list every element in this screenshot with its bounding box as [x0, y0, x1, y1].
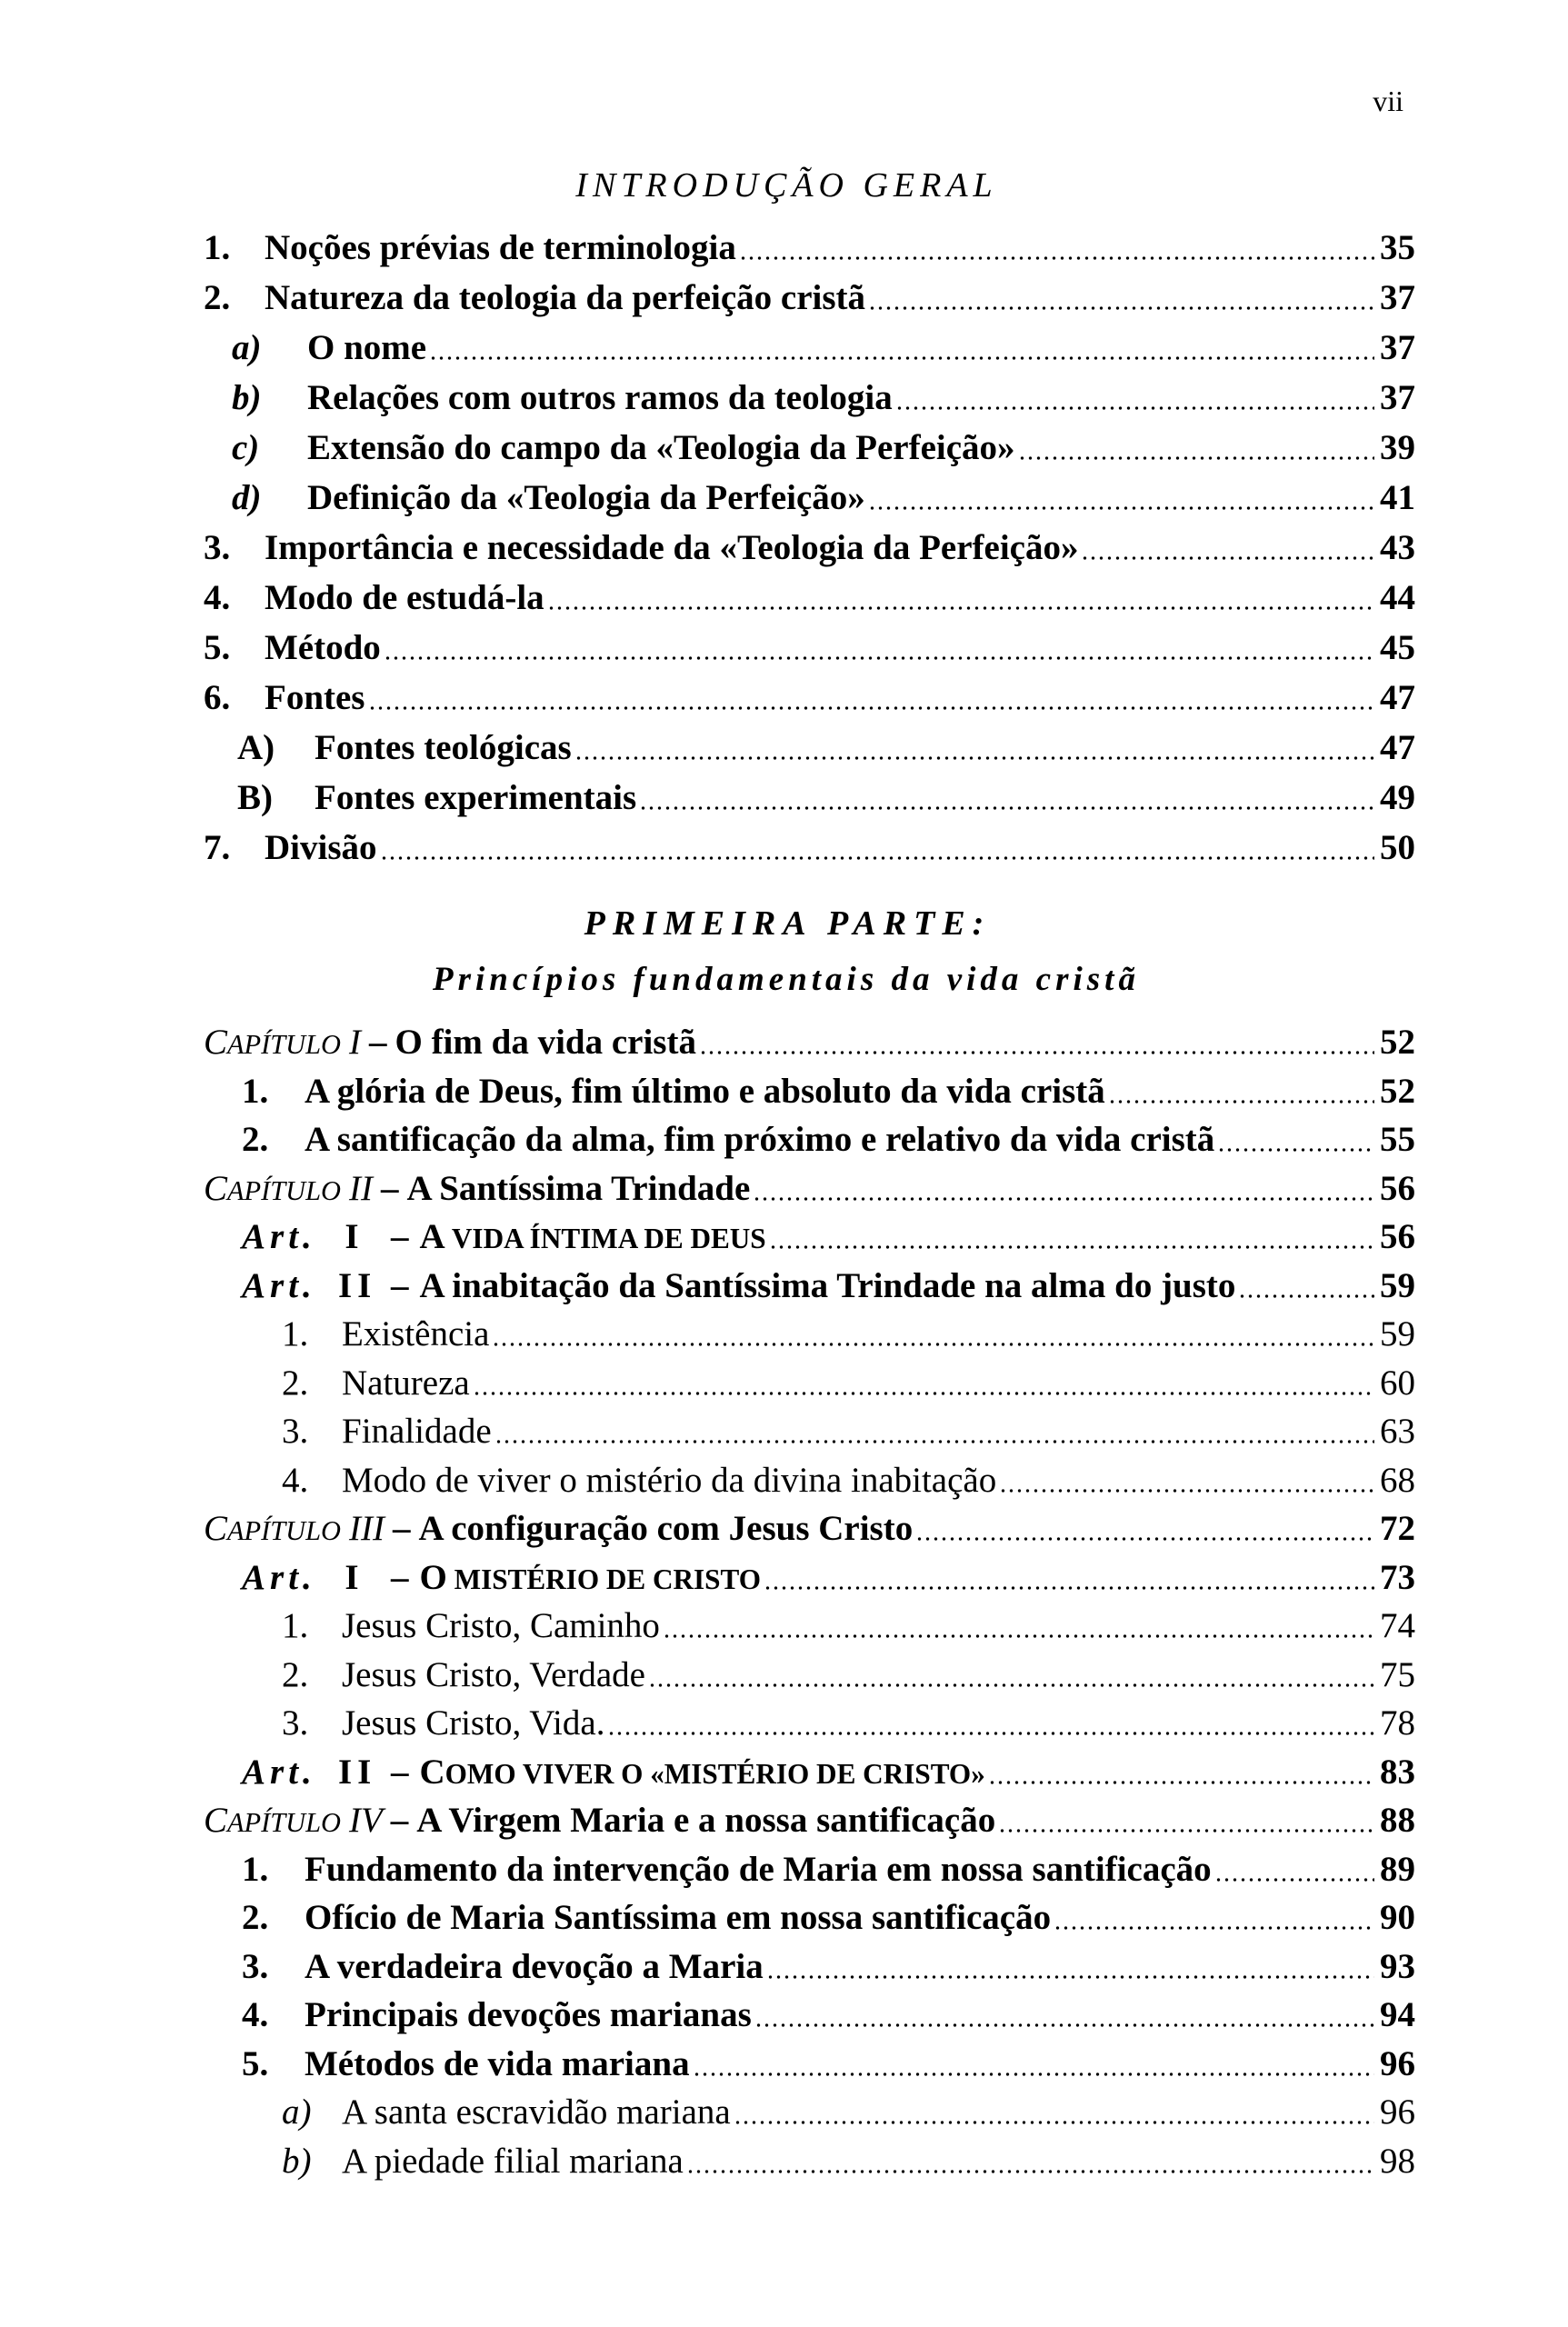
chapter-title: A Virgem Maria e a nossa santificação [416, 1801, 996, 1840]
entry-number: b) [232, 378, 262, 417]
entry-number: 3. [282, 1703, 309, 1743]
toc-entry [0, 223, 1568, 273]
toc-chapter [0, 1018, 1568, 1067]
dot-leader [473, 1359, 1374, 1408]
dot-leader [429, 323, 1374, 373]
intro-toc-list [0, 223, 1568, 873]
toc-entry [0, 423, 1568, 473]
entry-title: Fontes teológicas [315, 728, 572, 767]
entry-title: Fundamento da intervenção de Maria em nossa santificação [305, 1849, 1212, 1889]
entry-title: A piedade filial mariana [342, 2141, 684, 2181]
dot-leader [380, 823, 1374, 873]
dot-leader [494, 1407, 1374, 1456]
toc-entry [0, 273, 1568, 323]
dot-leader [868, 473, 1374, 523]
toc-article [0, 1262, 1568, 1311]
dot-leader [753, 1164, 1374, 1213]
entry-number: 1. [282, 1314, 309, 1353]
toc-section [0, 1407, 1568, 1456]
title-separator: – [391, 1752, 409, 1792]
dot-leader [915, 1504, 1374, 1553]
toc-entry [0, 1115, 1568, 1164]
entry-title: A verdadeira devoção a Maria [305, 1946, 764, 1986]
toc-section [0, 1651, 1568, 1700]
entry-page: 55 [1380, 1120, 1415, 1159]
toc-section [0, 1359, 1568, 1408]
entry-number: 7. [204, 828, 231, 867]
dot-leader [1054, 1893, 1374, 1942]
entry-number: 2. [242, 1898, 269, 1937]
entry-number: 2. [204, 278, 231, 317]
entry-title: Método [265, 628, 381, 667]
entry-number: 4. [204, 578, 231, 617]
entry-page: 98 [1380, 2141, 1415, 2181]
title-separator: – [368, 1023, 387, 1062]
entry-page: 35 [1380, 228, 1415, 267]
toc-entry [0, 1067, 1568, 1116]
entry-page: 47 [1380, 728, 1415, 767]
entry-page: 41 [1380, 478, 1415, 517]
entry-title: A santa escravidão mariana [342, 2092, 731, 2132]
entry-title: Jesus Cristo, Verdade [342, 1654, 645, 1694]
article-number: I [345, 1557, 365, 1597]
title-separator: – [380, 1168, 399, 1208]
toc-entry [0, 673, 1568, 723]
entry-page: 59 [1380, 1314, 1415, 1353]
toc-chapter [0, 1164, 1568, 1213]
entry-number: 5. [204, 628, 231, 667]
article-number: I [345, 1217, 365, 1256]
article-label: Art. [242, 1557, 316, 1597]
entry-page: 63 [1380, 1412, 1415, 1451]
dot-leader [1018, 423, 1374, 473]
entry-page: 74 [1380, 1606, 1415, 1645]
entry-page: 49 [1380, 778, 1415, 817]
toc-entry [0, 1893, 1568, 1942]
entry-number: 1. [204, 228, 231, 267]
article-title: COMO VIVER O «MISTÉRIO DE CRISTO» [419, 1752, 985, 1792]
dot-leader [492, 1310, 1374, 1359]
entry-number: 1. [242, 1071, 269, 1111]
article-title: A inabitação da Santíssima Trindade na alma do justo [419, 1265, 1236, 1305]
toc-entry [0, 323, 1568, 373]
entry-title: Ofício de Maria Santíssima em nossa santificação [305, 1898, 1052, 1937]
toc-entry [0, 1942, 1568, 1992]
article-title: A VIDA ÍNTIMA DE DEUS [419, 1217, 766, 1256]
toc-article [0, 1213, 1568, 1262]
toc-entry [0, 1991, 1568, 2040]
chapter-number: II [348, 1168, 373, 1208]
toc-chapter [0, 1504, 1568, 1553]
entry-title: A glória de Deus, fim último e absoluto da vida cristã [305, 1071, 1105, 1111]
toc-section [0, 2137, 1568, 2186]
entry-title: Principais devoções marianas [305, 1995, 752, 2034]
entry-page: 56 [1380, 1217, 1415, 1256]
entry-number: 3. [242, 1946, 269, 1986]
dot-leader [1108, 1067, 1374, 1116]
chapter-title: O fim da vida cristã [394, 1023, 696, 1062]
entry-page: 96 [1380, 2043, 1415, 2083]
entry-page: 88 [1380, 1801, 1415, 1840]
dot-leader [663, 1602, 1374, 1651]
dot-leader [547, 573, 1374, 623]
chapter-title: A configuração com Jesus Cristo [418, 1509, 914, 1548]
entry-page: 68 [1380, 1460, 1415, 1500]
toc-entry [0, 823, 1568, 873]
article-number: II [338, 1265, 377, 1305]
entry-number: 1. [282, 1606, 309, 1645]
dot-leader [368, 673, 1375, 723]
entry-number: 2. [282, 1654, 309, 1694]
entry-title: Natureza [342, 1363, 470, 1403]
entry-title: Finalidade [342, 1412, 492, 1451]
toc-entry [0, 523, 1568, 573]
toc-section [0, 1456, 1568, 1505]
entry-number: 2. [242, 1120, 269, 1159]
dot-leader [739, 223, 1374, 273]
entry-title: Modo de viver o mistério da divina inabitação [342, 1460, 997, 1500]
title-separator: – [390, 1801, 409, 1840]
title-separator: – [391, 1557, 409, 1597]
chapter-label: CAPÍTULO [204, 1801, 341, 1840]
dot-leader [693, 2040, 1374, 2089]
intro-heading: INTRODUÇÃO GERAL [575, 166, 998, 205]
entry-page: 94 [1380, 1995, 1415, 2034]
entry-title: Extensão do campo da «Teologia da Perfeição» [307, 428, 1015, 467]
dot-leader [769, 1213, 1374, 1262]
entry-title: Métodos de vida mariana [305, 2043, 690, 2083]
entry-page: 52 [1380, 1071, 1415, 1111]
entry-title: Relações com outros ramos da teologia [307, 378, 893, 417]
part1-toc-list [0, 1018, 1568, 2185]
toc-section [0, 1602, 1568, 1651]
dot-leader [734, 2088, 1374, 2137]
chapter-title: A Santíssima Trindade [406, 1168, 751, 1208]
entry-page: 52 [1380, 1023, 1415, 1062]
entry-title: Fontes [265, 678, 365, 717]
entry-page: 39 [1380, 428, 1415, 467]
entry-page: 78 [1380, 1703, 1415, 1743]
entry-title: Divisão [265, 828, 377, 867]
dot-leader [999, 1456, 1374, 1505]
part-subheading: Princípios fundamentais da vida cristã [433, 961, 1140, 998]
dot-leader [648, 1651, 1374, 1700]
entry-page: 56 [1380, 1168, 1415, 1208]
entry-title: A santificação da alma, fim próximo e relativo da vida cristã [305, 1120, 1215, 1159]
chapter-number: I [348, 1023, 361, 1062]
entry-title: Importância e necessidade da «Teologia da Perfeição» [265, 528, 1079, 567]
entry-number: A) [237, 728, 275, 767]
entry-title: Existência [342, 1314, 490, 1353]
title-separator: – [392, 1509, 411, 1548]
toc-section [0, 1310, 1568, 1359]
article-label: Art. [242, 1265, 316, 1305]
entry-title: Jesus Cristo, Caminho [342, 1606, 660, 1645]
entry-page: 45 [1380, 628, 1415, 667]
dot-leader [988, 1748, 1374, 1797]
entry-page: 60 [1380, 1363, 1415, 1403]
entry-number: a) [282, 2092, 312, 2132]
dot-leader [998, 1796, 1374, 1845]
toc-article [0, 1553, 1568, 1603]
entry-page: 73 [1380, 1557, 1415, 1597]
dot-leader [384, 623, 1374, 673]
dot-leader [754, 1991, 1374, 2040]
entry-number: 1. [242, 1849, 269, 1889]
part-heading: PRIMEIRA PARTE: [584, 904, 992, 943]
entry-title: Noções prévias de terminologia [265, 228, 736, 267]
entry-number: d) [232, 478, 262, 517]
dot-leader [868, 273, 1374, 323]
entry-page: 72 [1380, 1509, 1415, 1548]
entry-title: Modo de estudá-la [265, 578, 544, 617]
article-label: Art. [242, 1217, 316, 1256]
toc-section [0, 2088, 1568, 2137]
title-separator: – [391, 1265, 409, 1305]
entry-number: 4. [242, 1995, 269, 2034]
article-label: Art. [242, 1752, 316, 1792]
dot-leader [764, 1553, 1374, 1603]
dot-leader [699, 1018, 1374, 1067]
entry-page: 89 [1380, 1849, 1415, 1889]
entry-number: a) [232, 328, 262, 367]
toc-entry [0, 2040, 1568, 2089]
chapter-number: III [348, 1509, 385, 1548]
dot-leader [1238, 1262, 1374, 1311]
toc-article [0, 1748, 1568, 1797]
entry-title: O nome [307, 328, 427, 367]
entry-number: 3. [204, 528, 231, 567]
entry-number: 6. [204, 678, 231, 717]
article-number: II [338, 1752, 377, 1792]
entry-page: 96 [1380, 2092, 1415, 2132]
entry-page: 93 [1380, 1946, 1415, 1986]
entry-page: 47 [1380, 678, 1415, 717]
chapter-label: CAPÍTULO [204, 1168, 341, 1208]
entry-number: b) [282, 2141, 312, 2181]
entry-number: 4. [282, 1460, 309, 1500]
entry-page: 90 [1380, 1898, 1415, 1937]
entry-page: 37 [1380, 278, 1415, 317]
entry-number: 5. [242, 2043, 269, 2083]
toc-chapter [0, 1796, 1568, 1845]
entry-number: B) [237, 778, 273, 817]
chapter-label: CAPÍTULO [204, 1509, 341, 1548]
entry-page: 37 [1380, 378, 1415, 417]
entry-page: 59 [1380, 1265, 1415, 1305]
toc-entry [0, 473, 1568, 523]
entry-title: Natureza da teologia da perfeição cristã [265, 278, 866, 317]
toc-entry [0, 573, 1568, 623]
entry-number: 2. [282, 1363, 309, 1403]
entry-title: Definição da «Teologia da Perfeição» [307, 478, 865, 517]
dot-leader [1217, 1115, 1374, 1164]
entry-title: Jesus Cristo, Vida. [342, 1703, 605, 1743]
title-separator: – [391, 1217, 409, 1256]
dot-leader [574, 723, 1374, 773]
chapter-label: CAPÍTULO [204, 1023, 341, 1062]
toc-entry [0, 1845, 1568, 1894]
entry-page: 50 [1380, 828, 1415, 867]
entry-page: 44 [1380, 578, 1415, 617]
dot-leader [1214, 1845, 1374, 1894]
entry-page: 75 [1380, 1654, 1415, 1694]
dot-leader [686, 2137, 1374, 2186]
dot-leader [639, 773, 1374, 823]
dot-leader [1081, 523, 1374, 573]
toc-entry [0, 373, 1568, 423]
entry-page: 83 [1380, 1752, 1415, 1792]
toc-entry [0, 773, 1568, 823]
page-number: vii [1373, 85, 1403, 117]
toc-entry [0, 723, 1568, 773]
toc-section [0, 1699, 1568, 1748]
article-title: O MISTÉRIO DE CRISTO [419, 1557, 762, 1597]
chapter-number: IV [348, 1801, 383, 1840]
entry-number: c) [232, 428, 260, 467]
entry-number: 3. [282, 1412, 309, 1451]
entry-title: Fontes experimentais [315, 778, 637, 817]
dot-leader [766, 1942, 1374, 1992]
entry-page: 37 [1380, 328, 1415, 367]
dot-leader [895, 373, 1374, 423]
dot-leader [607, 1699, 1374, 1748]
toc-entry [0, 623, 1568, 673]
entry-page: 43 [1380, 528, 1415, 567]
